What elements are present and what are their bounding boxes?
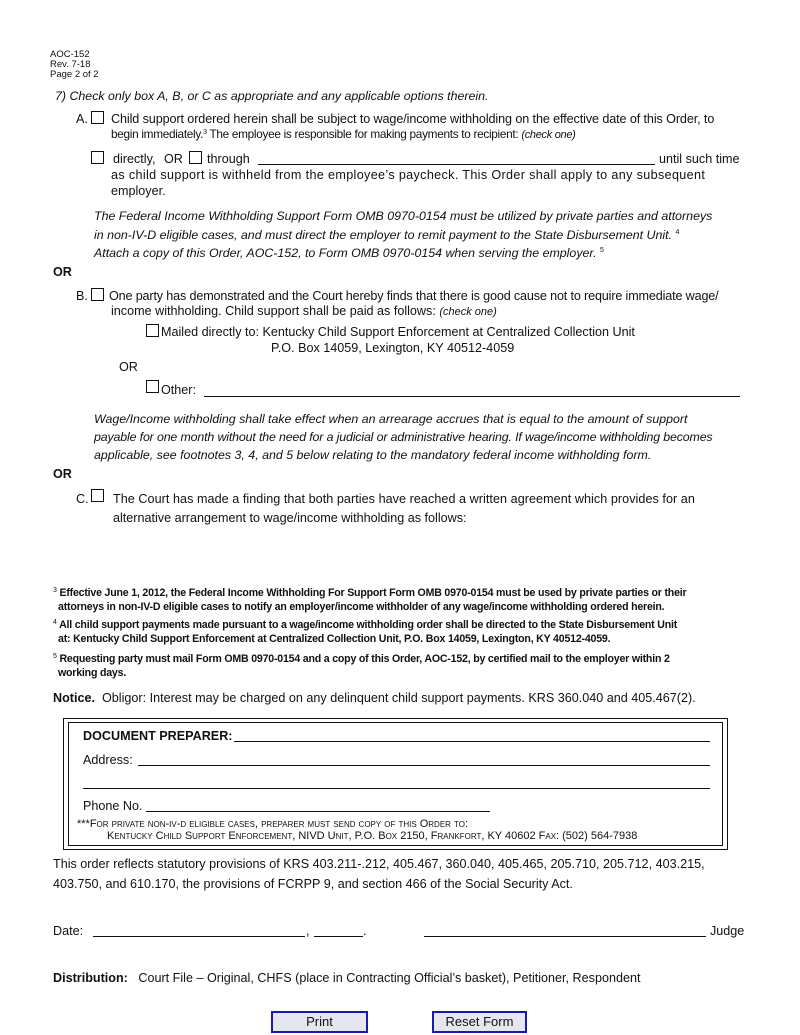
directly-label: directly, (113, 152, 156, 166)
federal-form-text-1: The Federal Income Withholding Support Form OMB 0970-0154 must be utilized by private parties and attorneys (94, 209, 713, 223)
option-c-text-1: The Court has made a finding that both parties have reached a written agreement which provides for an (113, 492, 695, 506)
wage-text-3: applicable, see footnotes 3, 4, and 5 below relating to the mandatory federal income withholding form. (94, 448, 652, 462)
option-b-text-1: One party has demonstrated and the Court hereby finds that there is good cause not to require immediate wage/ (109, 289, 719, 303)
other-field[interactable] (204, 396, 740, 397)
address-field-2[interactable] (83, 788, 710, 789)
judge-label: Judge (710, 924, 745, 938)
option-b-checkbox[interactable] (91, 288, 104, 301)
preparer-title: DOCUMENT PREPARER: (83, 729, 233, 743)
phone-field[interactable] (146, 811, 490, 812)
through-field[interactable] (258, 164, 655, 165)
date-period: . (363, 924, 367, 938)
option-a-text-1: Child support ordered herein shall be subject to wage/income withholding on the effective date of this Order, to (111, 112, 715, 126)
or-separator-1: OR (53, 265, 72, 279)
or-label-b: OR (119, 360, 138, 374)
page-number: Page 2 of 2 (50, 69, 99, 80)
po-box-text: P.O. Box 14059, Lexington, KY 40512-4059 (271, 341, 515, 355)
section7-instruction: 7) Check only box A, B, or C as appropriate and any applicable options therein. (55, 89, 489, 103)
through-checkbox[interactable] (189, 151, 202, 164)
option-a-checkbox[interactable] (91, 111, 104, 124)
private-cases-text-2: Kentucky Child Support Enforcement, NIVD Unit, P.O. Box 2150, Frankfort, KY 40602 Fax: (502) 564-7938 (107, 830, 638, 842)
notice: Notice. Obligor: Interest may be charged on any delinquent child support payments. KRS 360.040 and 405.467(2). (53, 691, 696, 705)
print-button[interactable]: Print (271, 1011, 368, 1033)
mailed-text: Mailed directly to: Kentucky Child Support Enforcement at Centralized Collection Unit (161, 325, 635, 339)
footnote-5-cont: working days. (58, 667, 127, 679)
footnote-5: $^5$ Requesting party must mail Form OMB 0970-0154 and a copy of this Order, AOC-152, by certified mail to the employer within 2 (53, 653, 670, 665)
option-b-letter: B. (76, 289, 88, 303)
address-field-1[interactable] (138, 765, 710, 766)
statutory-text-2: 403.750, and 610.170, the provisions of FCRPP 9, and section 466 of the Social Security Act. (53, 877, 573, 891)
preparer-name-field[interactable] (234, 741, 710, 742)
wage-text-1: Wage/Income withholding shall take effect when an arrearage accrues that is equal to the amount of support (94, 412, 688, 426)
other-checkbox[interactable] (146, 380, 159, 393)
option-c-text-2: alternative arrangement to wage/income withholding as follows: (113, 511, 467, 525)
option-a-text-2: begin immediately.$^3$ The employee is responsible for making payments to recipient: (check one) (111, 127, 576, 141)
wage-text-2: payable for one month without the need for a judicial or administrative hearing. If wage/income withholding becomes (94, 430, 713, 444)
distribution: Distribution: Court File – Original, CHFS (place in Contracting Official’s basket), Petitioner, Respondent (53, 971, 641, 985)
date-field[interactable] (93, 936, 305, 937)
footnote-3-cont: attorneys in non-IV-D eligible cases to notify an employer/income withholder of any wage/income withholding ordered herein. (58, 601, 665, 613)
statutory-text-1: This order reflects statutory provisions of KRS 403.211-.212, 405.467, 360.040, 405.465, 205.710, 205.712, 403.215, (53, 857, 705, 871)
or-separator-2: OR (53, 467, 72, 481)
year-field[interactable] (314, 936, 363, 937)
option-c-checkbox[interactable] (91, 489, 104, 502)
form-code: AOC-152 (50, 49, 90, 60)
date-comma: , (306, 924, 310, 938)
footnote-4: $^4$ All child support payments made pursuant to a wage/income withholding order shall be directed to the State Disbursement Unit (53, 619, 678, 631)
mailed-checkbox[interactable] (146, 324, 159, 337)
form-revision: Rev. 7-18 (50, 59, 91, 70)
judge-signature-field[interactable] (424, 936, 706, 937)
federal-form-text-3: Attach a copy of this Order, AOC-152, to Form OMB 0970-0154 when serving the employer. $^5$ (94, 246, 604, 260)
address-label: Address: (83, 753, 133, 767)
footnote-4-cont: at: Kentucky Child Support Enforcement at Centralized Collection Unit, P.O. Box 14059, Lexington, KY 40512-4059. (58, 633, 611, 645)
or-label-a: OR (164, 152, 183, 166)
footnote-3: $^3$ Effective June 1, 2012, the Federal Income Withholding For Support Form OMB 0970-0154 must be used by private parties or their (53, 587, 687, 599)
employer-text: employer. (111, 184, 166, 198)
phone-label: Phone No. (83, 799, 143, 813)
other-label: Other: (161, 383, 196, 397)
federal-form-text-2: in non-IV-D eligible cases, and must direct the employer to remit payment to the State Disbursement Unit. $^4$ (94, 228, 680, 242)
private-cases-text-1: ***For private non-iv-d eligible cases, preparer must send copy of this Order to: (77, 818, 469, 830)
option-b-text-2: income withholding. Child support shall be paid as follows: (check one) (111, 304, 497, 318)
through-label: through (207, 152, 250, 166)
option-c-letter: C. (76, 492, 89, 506)
until-label: until such time (659, 152, 740, 166)
option-a-letter: A. (76, 112, 88, 126)
directly-checkbox[interactable] (91, 151, 104, 164)
withheld-text: as child support is withheld from the employee’s paycheck. This Order shall apply to any subsequent (111, 168, 706, 182)
reset-form-button[interactable]: Reset Form (432, 1011, 527, 1033)
date-label: Date: (53, 924, 84, 938)
